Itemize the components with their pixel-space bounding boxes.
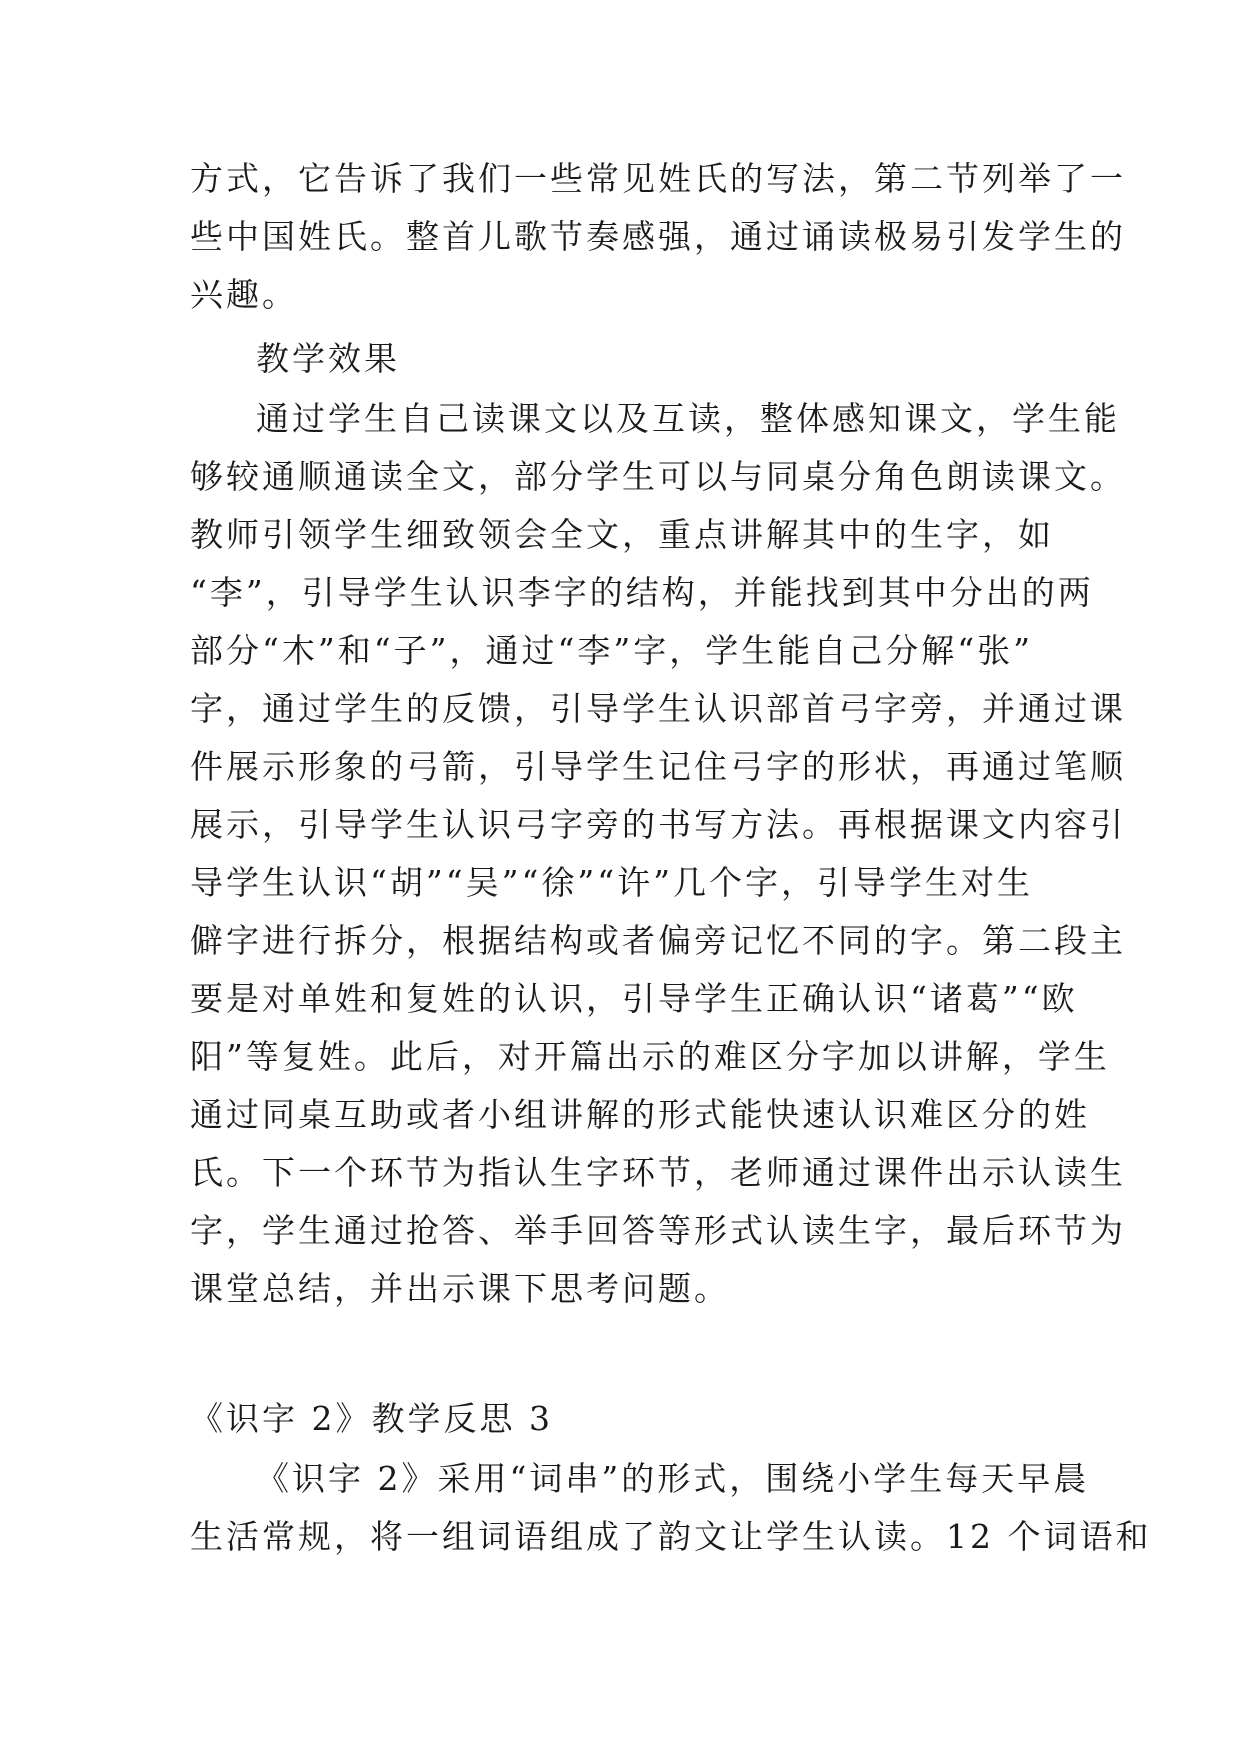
text-line: “李”，引导学生认识李字的结构，并能找到其中分出的两 xyxy=(190,573,1094,612)
text-line: 僻字进行拆分，根据结构或者偏旁记忆不同的字。第二段主 xyxy=(190,921,1126,960)
text-line: 些中国姓氏。整首儿歌节奏感强，通过诵读极易引发学生的 xyxy=(190,217,1126,256)
section-heading-block xyxy=(190,330,1050,388)
text-line: 教师引领学生细致领会全文，重点讲解其中的生字，如 xyxy=(190,515,1054,554)
text-line: 阳”等复姓。此后，对开篇出示的难区分字加以讲解，学生 xyxy=(190,1037,1110,1076)
continuation-paragraph xyxy=(190,150,1126,324)
text-line: 够较通顺通读全文，部分学生可以与同桌分角色朗读课文。 xyxy=(190,457,1126,496)
text-line: 展示，引导学生认识弓字旁的书写方法。再根据课文内容引 xyxy=(190,805,1126,844)
teaching-effect-paragraph xyxy=(190,390,1126,1318)
article-title-block xyxy=(190,1390,1050,1448)
text-line: 要是对单姓和复姓的认识，引导学生正确认识“诸葛”“欧 xyxy=(190,979,1078,1018)
text-line: 件展示形象的弓箭，引导学生记住弓字的形状，再通过笔顺 xyxy=(190,747,1126,786)
text-line: 氏。下一个环节为指认生字环节，老师通过课件出示认读生 xyxy=(190,1153,1126,1192)
text-line: 部分“木”和“子”，通过“李”字，学生能自己分解“张” xyxy=(190,631,1033,670)
text-line: 《识字 2》采用“词串”的形式，围绕小学生每天早晨 xyxy=(256,1459,1090,1498)
text-line: 字，通过学生的反馈，引导学生认识部首弓字旁，并通过课 xyxy=(190,689,1126,728)
text-line: 导学生认识“胡”“吴”“徐”“许”几个字，引导学生对生 xyxy=(190,863,1033,902)
section-heading: 教学效果 xyxy=(256,339,400,378)
text-line: 通过学生自己读课文以及互读，整体感知课文，学生能 xyxy=(256,399,1120,438)
text-line: 字，学生通过抢答、举手回答等形式认读生字，最后环节为 xyxy=(190,1211,1126,1250)
text-line: 通过同桌互助或者小组讲解的形式能快速认识难区分的姓 xyxy=(190,1095,1090,1134)
article-intro-paragraph xyxy=(190,1450,1152,1566)
text-line: 方式，它告诉了我们一些常见姓氏的写法，第二节列举了一 xyxy=(190,159,1126,198)
text-line: 课堂总结，并出示课下思考问题。 xyxy=(190,1269,730,1308)
text-line: 兴趣。 xyxy=(190,275,298,314)
text-line: 生活常规，将一组词语组成了韵文让学生认读。12 个词语和 xyxy=(190,1517,1152,1556)
article-title: 《识字 2》教学反思 3 xyxy=(190,1399,553,1438)
